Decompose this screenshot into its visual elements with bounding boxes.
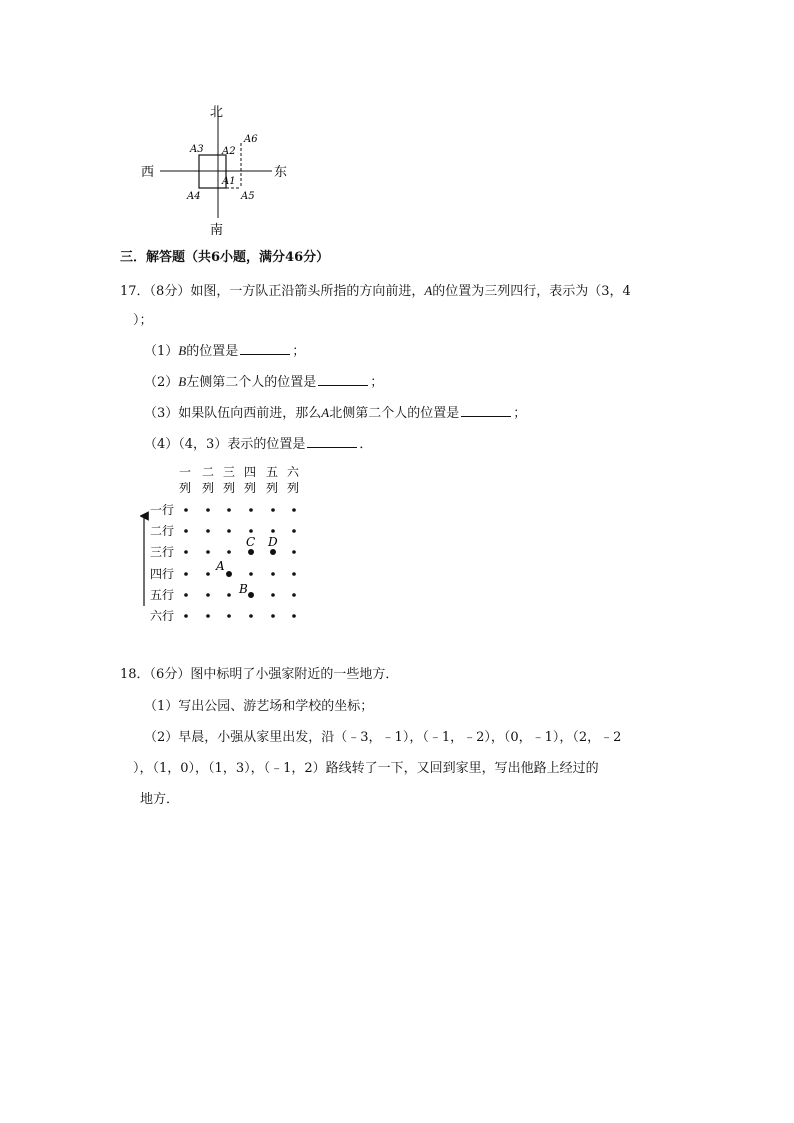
south-label: 南 [210,223,224,238]
column-headers [179,465,300,495]
dot [292,550,296,554]
dot [292,593,296,597]
dot [271,508,275,512]
dot [184,572,188,576]
dot [292,508,296,512]
dot-d [270,549,276,555]
label-a2: A2 [222,146,236,157]
answer-blank-2[interactable] [318,373,368,386]
dot [271,614,275,618]
dot [184,508,188,512]
col-6-bottom: 列 [287,481,300,495]
label-a6: A6 [244,134,258,145]
dot [292,614,296,618]
col-4-bottom: 列 [244,481,257,495]
q18-part2-line3: 地方． [140,792,180,807]
col-5-top: 五 [266,465,279,479]
dot [292,529,296,533]
dot [249,614,253,618]
q17-part4: （4）（4，3）表示的位置是 ． [144,437,373,452]
dot [184,550,188,554]
dot [206,508,210,512]
dot [271,529,275,533]
west-label: 西 [141,165,155,180]
col-4-top: 四 [244,465,257,479]
compass-diagram [130,98,300,238]
point-label-a: A [216,559,225,573]
col-2-top: 二 [202,465,215,479]
col-5-bottom: 列 [266,481,279,495]
dot [292,572,296,576]
col-1-top: 一 [179,465,192,479]
dot-b [248,592,254,598]
dot [206,572,210,576]
col-3-top: 三 [223,465,236,479]
q17-stem-line2: ）； [133,313,153,328]
row-2-label: 二行 [150,524,175,538]
label-a4: A4 [187,191,201,202]
row-3-label: 三行 [150,545,175,559]
answer-blank-4[interactable] [307,435,357,448]
dot [184,593,188,597]
col-6-top: 六 [287,465,300,479]
dot [271,593,275,597]
col-3-bottom: 列 [223,481,236,495]
dot [271,572,275,576]
grid-dots [184,508,296,618]
q18-part2-line2: ），（1，0），（1，3），（﹣1，2）路线转了一下，又回到家里，写出他路上经过的 [133,761,599,776]
point-label-c: C [246,535,256,549]
dot [227,614,231,618]
dot [227,508,231,512]
dot [206,593,210,597]
row-1-label: 一行 [150,503,175,517]
dot [249,508,253,512]
q17-part3: （3）如果队伍向西前进，那么A北侧第二个人的位置是 ； [144,405,527,421]
dot [184,614,188,618]
label-a3: A3 [190,144,204,155]
dot [206,614,210,618]
label-a5: A5 [241,191,255,202]
east-label: 东 [274,165,288,180]
dot [206,529,210,533]
q17-stem-line1: 17．（8分）如图，一方队正沿箭头所指的方向前进，A的位置为三列四行，表示为（3，4 [120,283,631,299]
answer-blank-3[interactable] [461,404,511,417]
label-a1: A1 [222,176,236,187]
row-4-label: 四行 [150,567,175,581]
dot-a [226,571,232,577]
dot [206,550,210,554]
dot [227,593,231,597]
col-2-bottom: 列 [202,481,215,495]
q18-part1: （1）写出公园、游艺场和学校的坐标； [144,699,374,714]
dot [184,529,188,533]
q17-part1: （1）B的位置是 ； [144,343,306,359]
q18-stem: 18．（6分）图中标明了小强家附近的一些地方． [120,667,399,682]
dot [249,529,253,533]
row-labels [150,503,174,623]
north-label: 北 [210,105,224,120]
point-label-d: D [268,535,278,549]
row-6-label: 六行 [150,609,175,623]
formation-grid [140,460,320,630]
q18-part2-line1: （2）早晨，小强从家里出发，沿（﹣3，﹣1），（﹣1，﹣2），（0，﹣1），（2，﹣2 [144,730,622,745]
col-1-bottom: 列 [179,481,192,495]
answer-blank-1[interactable] [240,342,290,355]
row-5-label: 五行 [150,588,175,602]
dot [249,572,253,576]
section-title: 三．解答题（共6小题，满分46分） [120,250,330,265]
dot-c [248,549,254,555]
q17-part2: （2）B左侧第二个人的位置是 ； [144,374,384,390]
dot [227,529,231,533]
dot [227,550,231,554]
point-label-b: B [239,582,248,596]
